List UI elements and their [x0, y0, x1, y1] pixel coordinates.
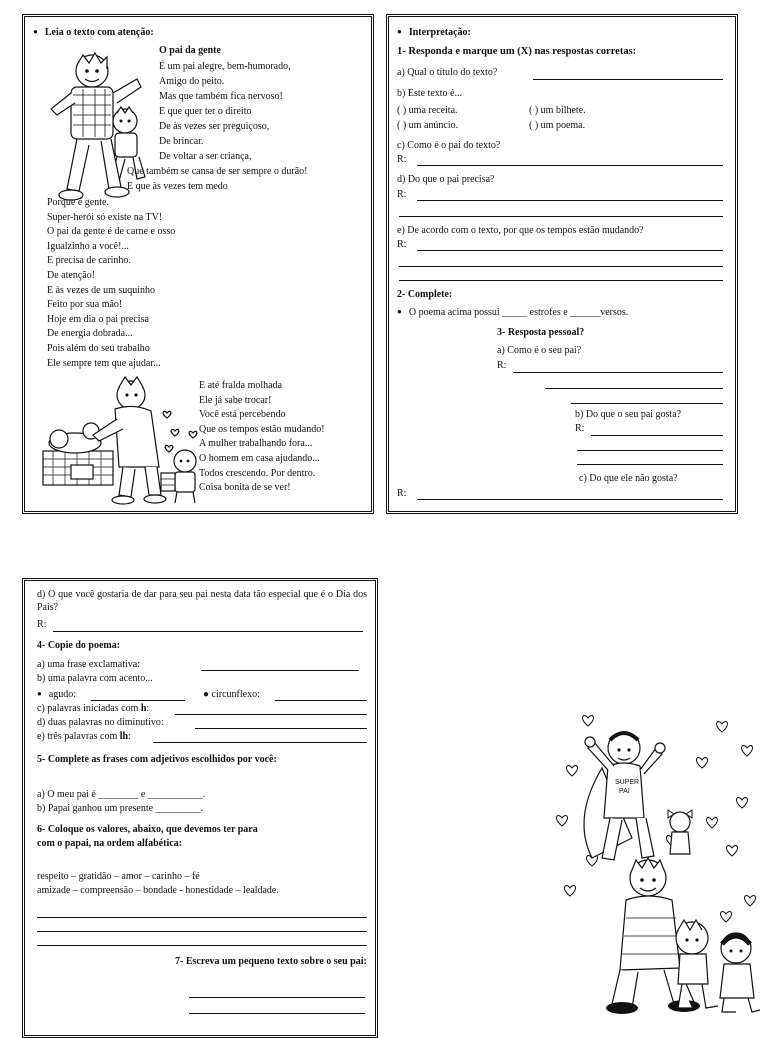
cape-text-super: SUPER — [615, 779, 640, 786]
answer-line-6-2[interactable] — [37, 931, 367, 932]
answer-line-6-1[interactable] — [37, 917, 367, 918]
father-changing-diaper-illustration — [35, 369, 205, 509]
poem-verse: Mas que também fica nervoso! — [159, 91, 283, 102]
option-bilhete[interactable]: ( ) um bilhete. — [529, 105, 586, 116]
poem-verse: De voltar a ser criança, — [159, 151, 252, 162]
option-anuncio[interactable]: ( ) um anúncio. — [397, 120, 459, 131]
question-4b: b) uma palavra com acento... — [37, 673, 153, 684]
answer-label-3b: R: — [575, 423, 585, 434]
poem-verse: De atenção! — [47, 270, 96, 281]
answer-line-4b-agudo[interactable] — [91, 700, 185, 701]
poem-verse: Pois além do seu trabalho — [47, 343, 150, 354]
poem-verse: De energia dobrada... — [47, 328, 133, 340]
poem-panel-heading: ● Leia o texto com atenção: — [33, 27, 154, 40]
answer-line-3a-2[interactable] — [545, 388, 723, 389]
question-4e: e) três palavras com lh: — [37, 731, 131, 742]
poem-verse: Super-herói só existe na TV! — [47, 211, 163, 223]
answer-line-4e[interactable] — [153, 742, 367, 743]
poem-verse: Igualzinho a você!... — [47, 240, 129, 252]
answer-line-7-2[interactable] — [189, 1013, 365, 1014]
poem-verse: O homem em casa ajudando... — [199, 453, 320, 464]
poem-verse: Amigo do peito. — [159, 76, 225, 87]
question-4a: a) uma frase exclamativa: — [37, 659, 140, 670]
question-3a: a) Como é o seu pai? — [497, 345, 582, 356]
answer-label-1e: R: — [397, 239, 407, 250]
question-5-title: 5- Complete as frases com adjetivos escolhidos por você: — [37, 754, 277, 765]
answer-label-3c: R: — [397, 488, 407, 499]
question-4b-circunflexo: ● circunflexo: — [203, 689, 260, 700]
option-receita[interactable]: ( ) uma receita. — [397, 105, 458, 116]
question-1a: a) Qual o título do texto? — [397, 67, 498, 78]
answer-line-6-3[interactable] — [37, 945, 367, 946]
poem-verse: Hoje em dia o pai precisa — [47, 313, 149, 325]
question-1b: b) Este texto é... — [397, 88, 462, 99]
poem-verse: E precisa de carinho. — [47, 255, 131, 267]
answer-line-4a[interactable] — [201, 670, 359, 671]
answer-line-1e-2[interactable] — [399, 266, 723, 267]
poem-verse: Todos crescendo. Por dentro. — [199, 467, 316, 479]
answer-line-7-1[interactable] — [189, 997, 365, 998]
answer-line-4d[interactable] — [195, 728, 367, 729]
answer-line-4b-circunflexo[interactable] — [275, 700, 367, 701]
answer-label-1c: R: — [397, 154, 407, 165]
answer-line-1a[interactable] — [533, 79, 723, 80]
question-4b-agudo: ● agudo: — [37, 689, 76, 702]
question-3-title: 3- Resposta pessoal? — [497, 327, 585, 338]
question-1e: e) De acordo com o texto, por que os tempos estão mudando? — [397, 225, 644, 236]
values-line-2: amizade – compreensão – bondade - honestidade – lealdade. — [37, 885, 279, 896]
poem-verse: Ele sempre tem que ajudar... — [47, 357, 161, 369]
question-3c: c) Do que ele não gosta? — [579, 473, 678, 484]
poem-verse: Porque é gente. — [47, 197, 109, 208]
answer-line-3a[interactable] — [513, 372, 723, 373]
answer-line-d[interactable] — [53, 631, 363, 632]
answer-line-3b-3[interactable] — [577, 464, 723, 465]
poem-verse: De brincar. — [159, 136, 204, 147]
question-7-title: 7- Escreva um pequeno texto sobre o seu pai: — [175, 956, 367, 967]
question-1d: d) Do que o pai precisa? — [397, 174, 495, 185]
option-poema[interactable]: ( ) um poema. — [529, 120, 586, 131]
poem-verse: A mulher trabalhando fora... — [199, 438, 313, 450]
poem-verse: Ele já sabe trocar! — [199, 394, 272, 406]
answer-line-1d-2[interactable] — [399, 216, 723, 217]
poem-verse: Coisa bonita de se ver! — [199, 482, 291, 494]
answer-label-3a: R: — [497, 360, 507, 371]
poem-verse: E até fralda molhada — [199, 380, 283, 391]
poem-verse: E às vezes de um suquinho — [47, 284, 156, 296]
question-3b: b) Do que o seu pai gosta? — [575, 409, 682, 420]
answer-line-1d[interactable] — [417, 200, 723, 201]
question-d: d) O que você gostaria de dar para seu pai nesta data tão especial que é o Dia dos Pais? — [37, 589, 367, 613]
answer-line-3b[interactable] — [591, 435, 723, 436]
answer-label-d: R: — [37, 619, 47, 630]
values-line-1: respeito – gratidão – amor – carinho – fé — [37, 871, 200, 882]
poem-panel — [22, 14, 374, 514]
poem-verse: E que quer ter o direito — [159, 106, 252, 117]
question-1c: c) Como é o pai do texto? — [397, 140, 501, 151]
activities-panel — [22, 578, 378, 1038]
answer-line-1c[interactable] — [417, 165, 723, 166]
poem-verse: De às vezes ser preguiçoso, — [159, 121, 270, 132]
cape-text-pai: PAI — [619, 788, 630, 795]
answer-line-3b-2[interactable] — [577, 450, 723, 451]
poem-verse: Feito por sua mão! — [47, 299, 123, 311]
interpretation-heading: ● Interpretação: — [397, 27, 471, 40]
answer-line-3c[interactable] — [417, 499, 723, 500]
question-2-title: 2- Complete: — [397, 289, 453, 300]
question-2-text: ● O poema acima possui _____ estrofes e ______versos. — [397, 307, 628, 320]
question-5a: a) O meu pai é ________ e ___________. — [37, 789, 206, 800]
question-4c: c) palavras iniciadas com h: — [37, 703, 150, 714]
poem-verse: Que os tempos estão mudando! — [199, 423, 325, 435]
question-6-title: 6- Coloque os valores, abaixo, que devemos ter para com o papai, na ordem alfabética: — [37, 824, 258, 849]
question-4-title: 4- Copie do poema: — [37, 640, 121, 651]
poem-title: O pai da gente — [159, 45, 221, 56]
poem-verse: E que às vezes tem medo — [127, 181, 228, 192]
answer-label-1d: R: — [397, 189, 407, 200]
interpretation-panel — [386, 14, 738, 514]
answer-line-3a-3[interactable] — [571, 403, 723, 404]
answer-line-1e-3[interactable] — [399, 280, 723, 281]
poem-verse: O pai da gente é de carne e osso — [47, 226, 176, 238]
answer-line-1e[interactable] — [417, 250, 723, 251]
question-5b: b) Papai ganhou um presente _________. — [37, 803, 204, 814]
poem-verse: Que também se cansa de ser sempre o durão! — [127, 166, 308, 177]
question-4d: d) duas palavras no diminutivo: — [37, 717, 164, 728]
poem-verse: Você está percebendo — [199, 409, 286, 421]
super-dad-illustration — [552, 708, 762, 1018]
answer-line-4c[interactable] — [175, 714, 367, 715]
poem-verse: É um pai alegre, bem-humorado, — [159, 61, 291, 72]
question-1-title: 1- Responda e marque um (X) nas respostas corretas: — [397, 46, 637, 57]
